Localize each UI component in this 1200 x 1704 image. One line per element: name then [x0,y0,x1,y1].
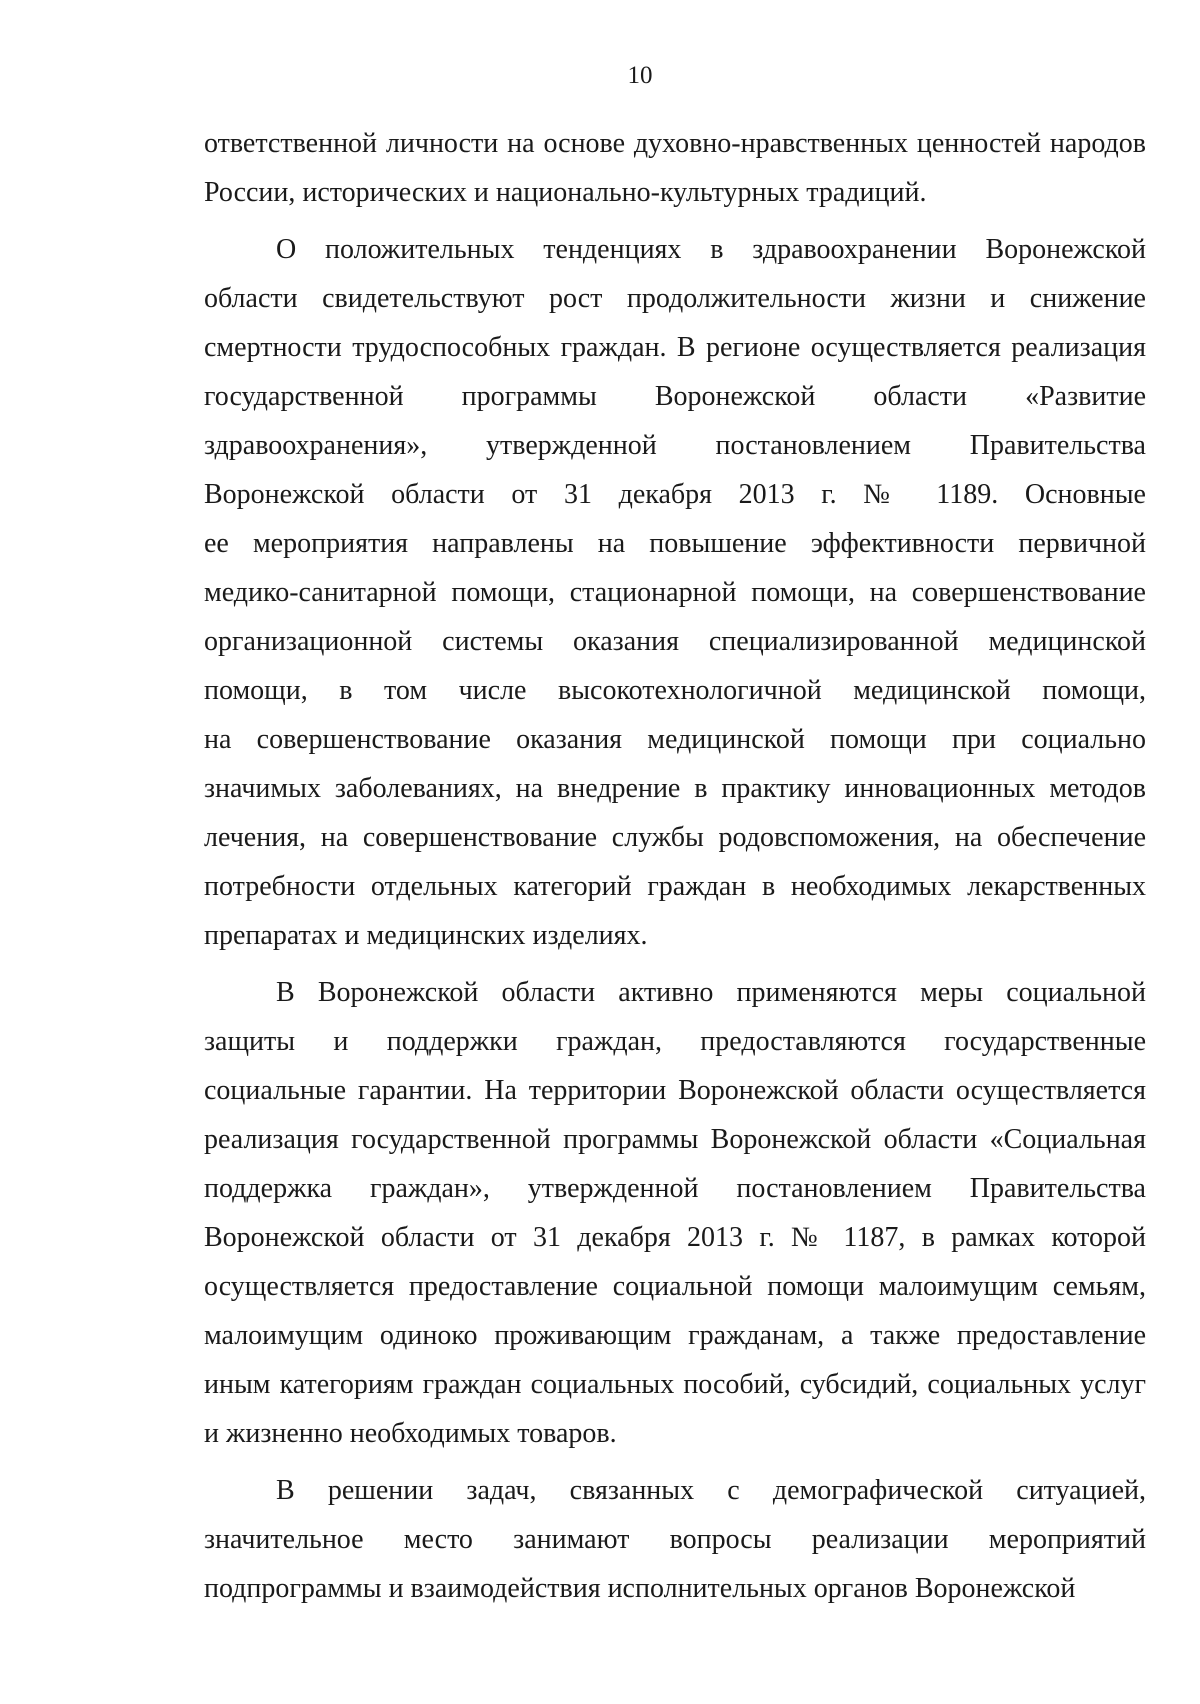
text-line: здравоохранения», утвержденной постановлением Правительства [204,430,1146,461]
text-line: подпрограммы и взаимодействия исполнительных органов Воронежской [204,1573,1076,1604]
text-line: защиты и поддержки граждан, предоставляются государственные [204,1026,1146,1057]
text-line: значительное место занимают вопросы реализации мероприятий [204,1524,1146,1555]
text-line: на совершенствование оказания медицинской помощи при социально [204,724,1146,755]
text-line: медико-санитарной помощи, стационарной помощи, на совершенствование [204,577,1146,608]
text-line: и жизненно необходимых товаров. [204,1418,617,1449]
text-line: иным категориям граждан социальных пособий, субсидий, социальных услуг [204,1369,1146,1400]
text-line: В Воронежской области активно применяются меры социальной [276,977,1146,1008]
text-line: реализация государственной программы Воронежской области «Социальная [204,1124,1146,1155]
text-line: организационной системы оказания специализированной медицинской [204,626,1146,657]
text-line: потребности отдельных категорий граждан в необходимых лекарственных [204,871,1146,902]
text-line: В решении задач, связанных с демографической ситуацией, [276,1475,1146,1506]
text-line: значимых заболеваниях, на внедрение в практику инновационных методов [204,773,1146,804]
text-line: Воронежской области от 31 декабря 2013 г. № 1187, в рамках которой [204,1222,1146,1253]
paragraph-2 [204,225,1146,960]
text-line: препаратах и медицинских изделиях. [204,920,648,951]
text-line: ее мероприятия направлены на повышение эффективности первичной [204,528,1146,559]
text-line: малоимущим одиноко проживающим гражданам, а также предоставление [204,1320,1146,1351]
paragraph-3 [204,968,1146,1458]
page-number: 10 [627,62,653,89]
text-line: области свидетельствуют рост продолжительности жизни и снижение [204,283,1146,314]
text-line: О положительных тенденциях в здравоохранении Воронежской [276,234,1146,265]
text-line: России, исторических и национально-культурных традиций. [204,177,927,208]
paragraph-1 [204,119,1146,217]
text-line: смертности трудоспособных граждан. В регионе осуществляется реализация [204,332,1146,363]
text-line: социальные гарантии. На территории Воронежской области осуществляется [204,1075,1146,1106]
text-line: помощи, в том числе высокотехнологичной медицинской помощи, [204,675,1146,706]
paragraph-4 [204,1466,1146,1613]
text-line: ответственной личности на основе духовно-нравственных ценностей народов [204,128,1146,159]
text-line: государственной программы Воронежской области «Развитие [204,381,1146,412]
text-line: лечения, на совершенствование службы родовспоможения, на обеспечение [204,822,1146,853]
text-line: Воронежской области от 31 декабря 2013 г. № 1189. Основные [204,479,1146,510]
document-body [204,119,1146,1613]
text-line: поддержка граждан», утвержденной постановлением Правительства [204,1173,1146,1204]
text-line: осуществляется предоставление социальной помощи малоимущим семьям, [204,1271,1146,1302]
